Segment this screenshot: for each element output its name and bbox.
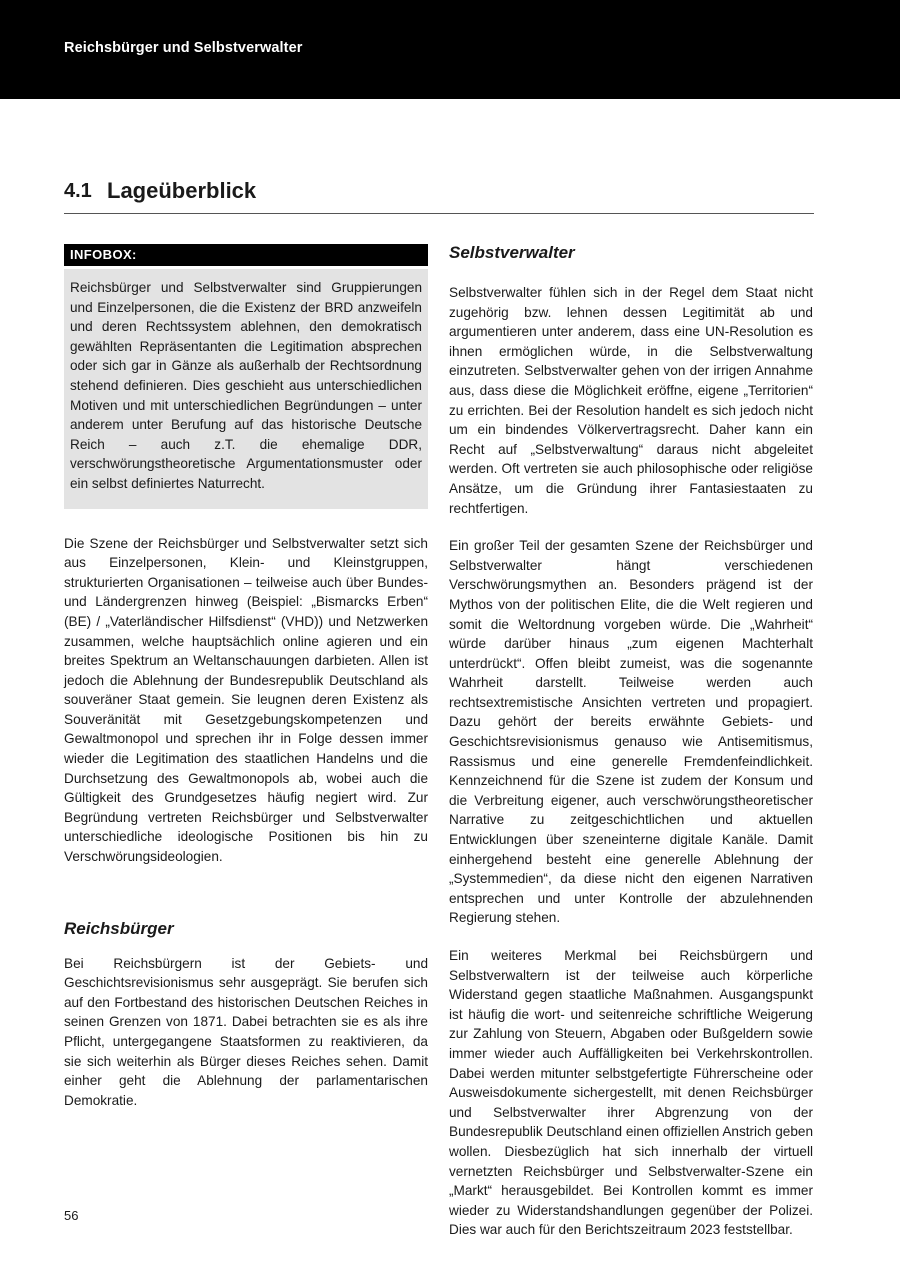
section-number: 4.1 bbox=[64, 180, 92, 202]
infobox-body bbox=[64, 269, 428, 509]
selbstverwalter-paragraph: Selbstverwalter fühlen sich in der Regel dem Staat nicht zugehörig bzw. lehnen dessen Legitimität ab und argumentieren unter anderem, dass eine UN-Resolution es ihnen ermöglichen würde, in die Selbstverwaltung einzutreten. Selbstverwalter gehen von der irrigen Annahme aus, dass diese die Möglichkeit eröffne, eigene „Territorien“ zu errichten. Bei der Resolution handelt es sich jedoch nicht um ein bindendes Völkervertragsrecht. Daher kann ein Recht auf „Selbstverwaltung“ daraus nicht abgeleitet werden. Oft vertreten sie auch philosophische oder religiöse Ansätze, um die Gründung ihrer Fantasiestaaten zu rechtfertigen. bbox=[449, 285, 813, 516]
infobox-label: INFOBOX: bbox=[64, 244, 428, 266]
header-bar bbox=[0, 0, 900, 99]
section-heading bbox=[64, 178, 814, 214]
reichsbuerger-heading: Reichsbürger bbox=[64, 918, 174, 938]
intro-paragraph: Die Szene der Reichsbürger und Selbstverwalter setzt sich aus Einzelpersonen, Klein- und Kleinstgruppen, strukturierten Organisationen – teilweise auch über Bundes- und Ländergrenzen hinweg (Beispiel: „Bismarcks Erben“ (BE) / „Vaterländischer Hilfsdienst“ (VHD)) und Netzwerken zusammen, welche hauptsächlich online agieren und ein breites Spektrum an Weltanschauungen darbieten. Allen ist jedoch die Ablehnung der Bundesrepublik Deutschland als souveräner Staat gemein. Sie leugnen deren Existenz als Souveränität mit Gesetzgebungskompetenzen und Gewaltmonopol und sprechen ihr in Folge dessen immer wieder die Legitimation des staatlichen Handelns und die Durchsetzung des Gewaltmonopols ab, wobei auch die Gültigkeit des Grundgesetzes häufig negiert wird. Zur Begründung vertreten Reichsbürger und Selbstverwalter unterschiedliche ideologische Positionen bis hin zu Verschwörungsideologien. bbox=[64, 535, 428, 865]
header-title: Reichsbürger und Selbstverwalter bbox=[64, 40, 303, 56]
selbstverwalter-heading: Selbstverwalter bbox=[449, 243, 575, 262]
widerstand-paragraph: Ein weiteres Merkmal bei Reichsbürgern und Selbstverwaltern ist der teilweise auch körperliche Widerstand gegen staatliche Maßnahmen. Ausgangspunkt ist häufig die wort- und seitenreiche schriftliche Weigerung zur Zahlung von Steuern, Abgaben oder Bußgeldern sowie immer wieder auch Auffälligkeiten bei Verkehrskontrollen. Dabei werden mitunter selbstgefertigte Führerscheine oder Ausweisdokumente sichergestellt, mit denen Reichsbürger und Selbstverwalter ihrer Abgrenzung von der Bundesrepublik Deutschland einen offiziellen Anstrich geben wollen. Diesbezüglich hat sich innerhalb der virtuell vernetzten Reichsbürger und Selbstverwalter-Szene ein „Markt“ herausgebildet. Bei Kontrollen kommt es immer wieder zu Widerstandshandlungen gegenüber der Polizei. Dies war auch für den Berichtszeitraum 2023 feststellbar. bbox=[449, 948, 814, 1238]
right-column bbox=[449, 242, 813, 1240]
page-number: 56 bbox=[64, 1208, 79, 1223]
infobox-text: Reichsbürger und Selbstverwalter sind Gruppierungen und Einzelpersonen, die die Existenz der BRD anzweifeln und deren Rechtssystem ablehnen, den demokratisch gewählten Repräsentanten die Legitimation absprechen oder sich gar in Gänze als außerhalb der Rechtsordnung stehend definieren. Dies geschieht aus unterschiedlichen Motiven und mit unterschiedlichen Begründungen – unter anderem unter Berufung auf das historische Deutsche Reich – auch z.T. die ehemalige DDR, verschwörungstheoretische Argumentationsmuster oder ein selbst definiertes Naturrecht. bbox=[70, 280, 422, 491]
section-title: Lageüberblick bbox=[107, 178, 257, 203]
reichsbuerger-paragraph: Bei Reichsbürgern ist der Gebiets- und Geschichtsrevisionismus sehr ausgeprägt. Sie berufen sich auf den Fortbestand des historischen Deutschen Reiches in seinen Grenzen von 1871. Dabei betrachten sie es als ihre Pflicht, untergegangene Staatsformen zu reaktivieren, da sie sich weiterhin als Bürger dieses Reiches sehen. Damit einher geht die Ablehnung der parlamentarischen Demokratie. bbox=[64, 955, 428, 1108]
verschwoerung-paragraph: Ein großer Teil der gesamten Szene der Reichsbürger und Selbstverwalter hängt verschiedenen Verschwörungsmythen an. Besonders prägend ist der Mythos von der politischen Elite, die die Welt regieren und somit die Weltordnung vorgeben würde. Die „Wahrheit“ würde darüber hinaus „zum eigenen Machterhalt unterdrückt“. Offen bleibt zumeist, was die sogenannte Wahrheit darstellt. Teilweise werden auch rechtsextremistische Ansichten vertreten und propagiert. Dazu gehört der bereits erwähnte Gebiets- und Geschichtsrevisionismus genauso wie Antisemitismus, Rassismus und eine generelle Fremdenfeindlichkeit. Kennzeichnend für die Szene ist zudem der Konsum und die Verbreitung eigener, auch verschwörungstheoretischer Narrative zu zeitgeschichtlichen und aktuellen Entwicklungen über szeneinterne digitale Kanäle. Damit einhergehend besteht eine generelle Ablehnung der „Systemmedien“, da diese nicht den eigenen Narrativen entsprechen und unter Kontrolle der abzulehnenden Regierung stehen. bbox=[449, 538, 813, 926]
infobox bbox=[64, 244, 428, 509]
left-column bbox=[64, 244, 428, 1110]
